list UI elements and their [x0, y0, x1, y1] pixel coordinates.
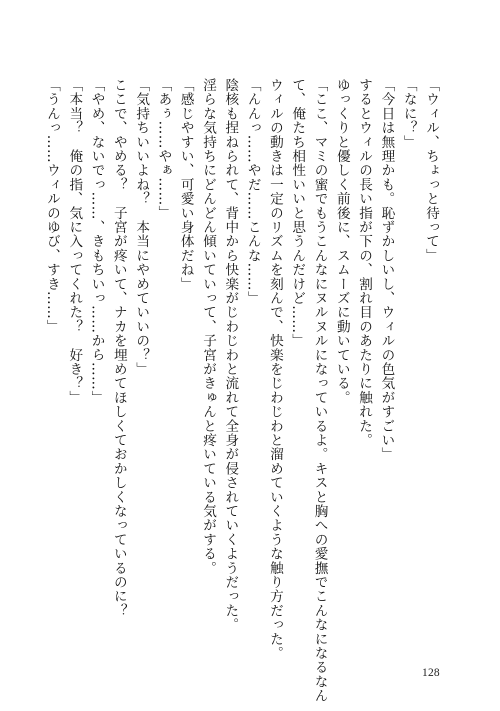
text-line: ゆっくりと優しく前後に、スムーズに動いている。 — [333, 78, 350, 405]
text-line: 「ウィル、ちょっと待って」 — [423, 78, 439, 263]
text-line: 「本当？ 俺の指、気に入ってくれた？ 好き？」 — [66, 78, 83, 405]
text-line: 「あぅ……やぁ……」 — [155, 78, 172, 220]
text-line: 「やめ、ないでっ……、きもちいっ……から……」 — [88, 78, 105, 405]
text-line: 淫らな気持ちにどんどん傾いていって、子宮がきゅんと疼いている気がする。 — [200, 78, 217, 575]
text-line: 「うんっ……ウィルのゆび、すき……」 — [43, 78, 60, 334]
text-line: 「今日は無理かも。恥ずかしいし、ウィルの色気がすごい」 — [378, 78, 395, 462]
text-line: するとウィルの長い指が下の、割れ目のあたりに触れた。 — [356, 78, 373, 448]
text-line: 陰核も捏ねられて、背中から快楽がじわじわと流れて全身が侵されていくようだった。 — [222, 78, 239, 632]
text-line: 「なに？」 — [400, 78, 417, 149]
text-line: て、俺たち相性いいと思うんだけど……」 — [289, 78, 306, 348]
text-line: 「感じやすい、可愛い身体だね」 — [177, 78, 194, 291]
page-number: 128 — [422, 667, 440, 679]
text-line: ここで、やめる？ 子宮が疼いて、ナカを埋めてほしくておかしくなっているのに？ — [110, 78, 127, 618]
text-line: 「気持ちいいよね？ 本当にやめていいの？」 — [133, 78, 150, 377]
text-line: ウィルの動きは一定のリズムを刻んで、快楽をじわじわと溜めていくような触り方だった。 — [266, 78, 283, 661]
text-line: 「んんっ……やだ……こんな……」 — [244, 78, 261, 306]
text-line: 「ここ、マミの蜜でもうこんなにヌルヌルになっているよ。キスと胸への愛撫でこんなになるなん — [311, 78, 328, 703]
